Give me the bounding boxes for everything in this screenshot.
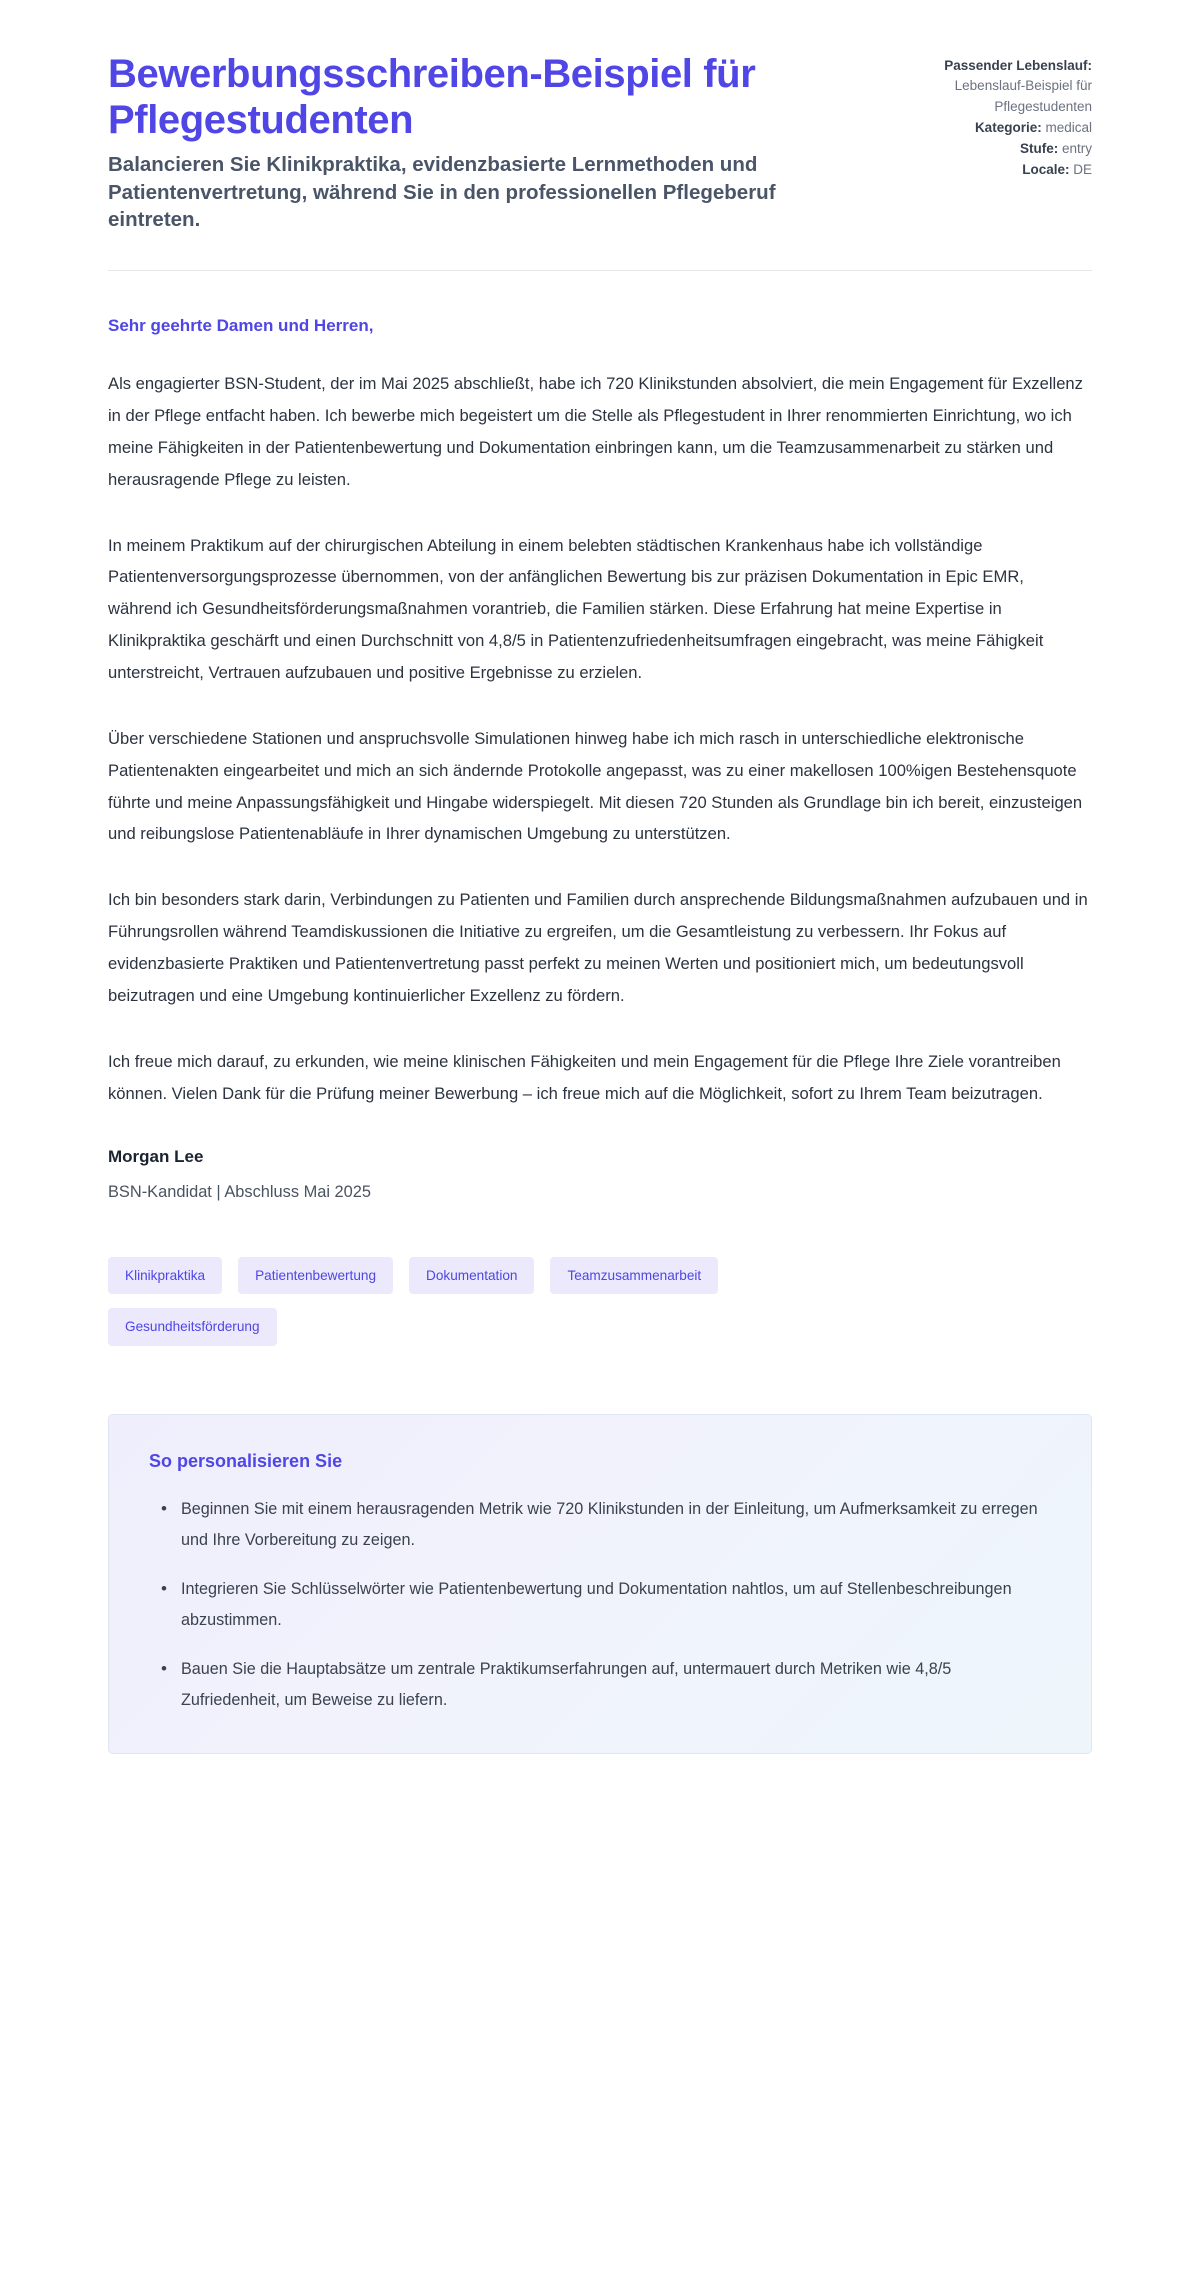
meta-locale-label: Locale: xyxy=(1022,162,1070,178)
cover-letter-body xyxy=(108,271,1092,1754)
meta-matching-resume-value: Lebenslauf-Beispiel für Pflegestudenten xyxy=(954,78,1092,114)
letter-paragraph: Über verschiedene Stationen und anspruchsvolle Simulationen hinweg habe ich mich rasch in unterschiedliche elektronische Patientenakten eingearbeitet und mich an sich ändernde Protokolle angepasst, was zu einer makellosen 100%igen Bestehensquote führte und meine Anpassungsfähigkeit und Hingabe widerspiegelt. Mit diesen 720 Stunden als Grundlage bin ich bereit, einzusteigen und reibungslose Patientenabläufe in Ihrer dynamischen Umgebung zu unterstützen. xyxy=(108,728,1083,844)
document-metadata xyxy=(882,52,1092,182)
meta-locale xyxy=(882,160,1092,180)
page-subtitle: Balancieren Sie Klinikpraktika, evidenzbasierte Lernmethoden und Patientenvertretung, während Sie in den professionellen Pflegeberuf eintreten. xyxy=(108,153,776,232)
callout-list-item: • Beginnen Sie mit einem herausragenden Metrik wie 720 Klinikstunden in der Einleitung, um Aufmerksamkeit zu erregen und Ihre Vorbereitung zu zeigen. xyxy=(171,1494,1051,1555)
callout-list-item: • Integrieren Sie Schlüsselwörter wie Patientenbewertung und Dokumentation nahtlos, um auf Stellenbeschreibungen abzustimmen. xyxy=(171,1574,1051,1635)
meta-category-label: Kategorie: xyxy=(974,119,1042,135)
meta-locale-value: DE xyxy=(1073,162,1092,178)
meta-category-value: medical xyxy=(1045,119,1092,135)
signature-name: Morgan Lee xyxy=(108,1147,204,1167)
callout-list xyxy=(149,1494,1051,1715)
meta-level-label: Stufe: xyxy=(1019,141,1059,156)
letter-paragraph: Ich bin besonders stark darin, Verbindungen zu Patienten und Familien durch ansprechende Bildungsmaßnahmen aufzubauen und in Führungsrollen während Teamdiskussionen die Initiative zu ergreifen, um die Gesamtleistung zu verbessern. Ihr Fokus auf evidenzbasierte Praktiken und Patientenvertretung passt perfekt zu meinen Werten und positioniert mich, um bedeutungsvoll beizutragen und eine Umgebung kontinuierlicher Exzellenz zu fördern. xyxy=(108,890,1088,1005)
signature-block xyxy=(108,1143,1092,1204)
signature-credentials: BSN-Kandidat | Abschluss Mai 2025 xyxy=(108,1182,372,1201)
meta-category xyxy=(882,118,1092,138)
document-header xyxy=(108,0,1092,234)
meta-matching-resume xyxy=(882,56,1092,117)
meta-level xyxy=(882,139,1092,159)
header-title-group xyxy=(108,52,838,234)
callout-list-item: • Bauen Sie die Hauptabsätze um zentrale Praktikumserfahrungen auf, untermauert durch Metriken wie 4,8/5 Zufriedenheit, um Beweise zu liefern. xyxy=(171,1654,1051,1715)
letter-paragraph: In meinem Praktikum auf der chirurgischen Abteilung in einem belebten städtischen Krankenhaus habe ich vollständige Patientenversorgungsprozesse übernommen, von der anfänglichen Bewertung bis zur präzisen Dokumentation in Epic EMR, während ich Gesundheitsförderungsmaßnahmen vorantrieb, die Familien stärken. Diese Erfahrung hat meine Expertise in Klinikpraktika geschärft und einen Durchschnitt von 4,8/5 in Patientenzufriedenheitsumfragen eingebracht, was meine Fähigkeit unterstreicht, Vertrauen aufzubauen und positive Ergebnisse zu erzielen. xyxy=(108,535,1044,682)
callout-title: So personalisieren Sie xyxy=(149,1451,343,1472)
page-title: Bewerbungsschreiben-Beispiel für Pflegestudenten xyxy=(108,52,756,142)
skill-tag[interactable]: Patientenbewertung xyxy=(238,1257,393,1295)
meta-matching-resume-label: Passender Lebenslauf: xyxy=(944,58,1092,73)
letter-paragraph: Als engagierter BSN-Student, der im Mai 2025 abschließt, habe ich 720 Klinikstunden absolviert, die mein Engagement für Exzellenz in der Pflege entfacht haben. Ich bewerbe mich begeistert um die Stelle als Pflegestudent in Ihrer renommierten Einrichtung, wo ich meine Fähigkeiten in der Patientenbewertung und Dokumentation einbringen kann, um die Teamzusammenarbeit zu stärken und herausragende Pflege zu leisten. xyxy=(108,374,1083,489)
skill-tag-list xyxy=(108,1257,898,1346)
skill-tag[interactable]: Klinikpraktika xyxy=(108,1257,222,1295)
skill-tag[interactable]: Dokumentation xyxy=(409,1257,534,1295)
salutation: Sehr geehrte Damen und Herren, xyxy=(108,315,374,335)
personalization-callout xyxy=(108,1414,1092,1754)
meta-level-value: entry xyxy=(1061,141,1092,156)
letter-paragraph: Ich freue mich darauf, zu erkunden, wie meine klinischen Fähigkeiten und mein Engagement für die Pflege Ihre Ziele vorantreiben können. Vielen Dank für die Prüfung meiner Bewerbung – ich freue mich auf die Möglichkeit, sofort zu Ihrem Team beizutragen. xyxy=(108,1051,1061,1103)
skill-tag[interactable]: Gesundheitsförderung xyxy=(108,1308,277,1346)
skill-tag[interactable]: Teamzusammenarbeit xyxy=(550,1257,718,1295)
